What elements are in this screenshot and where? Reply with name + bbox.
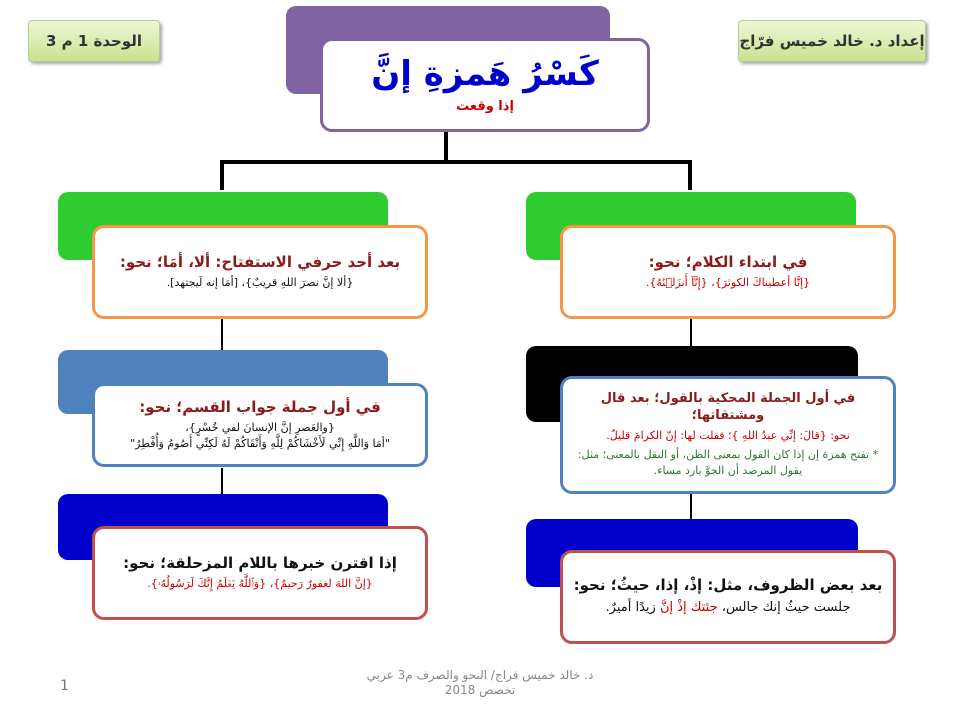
connector-main-down	[444, 130, 448, 162]
right-box3-text-part1: جلست حيثُ إنك جالس،	[717, 599, 851, 615]
unit-badge	[28, 20, 160, 62]
left-box2-heading: في أول جملة جواب القسم؛ نحو:	[139, 397, 381, 416]
main-title: كَسْرُ هَمزةِ إنَّ	[371, 53, 599, 94]
page-number: 1	[60, 678, 69, 694]
connector-horizontal	[220, 160, 692, 164]
left-box1-heading: بعد أحد حرفي الاستفتاح: ألا، أمَا؛ نحو:	[119, 252, 401, 271]
right-box3-card	[560, 550, 896, 644]
author-badge-label: إعداد د. خالد خميس فرّاج	[739, 32, 925, 50]
right-box3-text-part3: زيدًا أميرٌ.	[605, 599, 660, 615]
connector-left-2-3	[221, 468, 223, 494]
right-box2-example: نحو: {قالَ: إنِّي عبدُ اللهِ }؛ فقلت لها: إنّ الكرامَ قليلُ.	[606, 428, 850, 442]
right-box3-heading: بعد بعض الظروف، مثل: إذْ، إذا، حيثُ؛ نحو:	[573, 576, 883, 595]
connector-right-1-2	[690, 318, 692, 348]
left-box1-card	[92, 225, 428, 319]
left-box2-text1: {والعَصرِ إنَّ الإنسانَ لفي خُسْرٍ}،	[185, 421, 335, 435]
left-box2-text2: "أمَا وَاللَّهِ إِنِّي لَأَخْشَاكُمْ لِلَّهِ وَأَتْقَاكُمْ لَهُ لَكِنِّي أَصُومُ وَأُفْطِرُ"	[130, 437, 390, 451]
main-title-card	[320, 38, 650, 132]
left-box3-text: {إنَّ اللهَ لغفورٌ رَحيمٌ}، {وَٱللَّهُ يَعۡلَمُ إِنَّكَ لَرَسُولُهُۥ}.	[147, 577, 373, 591]
footer-line2: تخصص 2018	[444, 683, 516, 697]
right-box1-text: {إنَّا أعطيناكَ الكوثرَ}، {إِنَّآ أَنزَلۡنَٰهُ}.	[645, 276, 811, 290]
right-box2-heading: في أول الجملة المحكية بالقول؛ بعد قال ومشتقاتها؛	[600, 391, 856, 424]
footer-line1: د. خالد خميس فراج/ النحو والصرف م3 عربي	[366, 668, 594, 682]
right-box2-note: * تفتح همزة إن إذا كان القول بمعنى الظن، أو النقل بالمعنى؛ مثل: يقول المرصد أن الجوَّ بارد مساء.	[577, 447, 879, 477]
left-box3-card	[92, 526, 428, 620]
right-box1-card	[560, 225, 896, 319]
unit-badge-label: الوحدة 1 م 3	[45, 32, 143, 50]
connector-right-down	[688, 160, 692, 190]
left-box3-heading: إذا اقترن خبرها باللام المزحلقة؛ نحو:	[123, 553, 397, 572]
left-box2-card	[92, 383, 428, 467]
right-box2-card	[560, 376, 896, 494]
right-box1-heading: في ابتداء الكلام؛ نحو:	[648, 252, 808, 271]
connector-left-down	[220, 160, 224, 190]
right-box3-text	[606, 599, 851, 618]
left-box1-text: {ألا إنَّ نصرَ اللهِ قريبٌ}، [أمَا إنه لَيجتهد].	[166, 276, 354, 290]
right-box3-text-part2: جئتك إذْ إنَّ	[659, 599, 718, 615]
author-badge	[738, 20, 926, 62]
main-subtitle: إذا وقعت	[456, 99, 514, 115]
connector-left-1-2	[221, 318, 223, 350]
connector-right-2-3	[690, 493, 692, 521]
footer-text	[330, 668, 630, 698]
